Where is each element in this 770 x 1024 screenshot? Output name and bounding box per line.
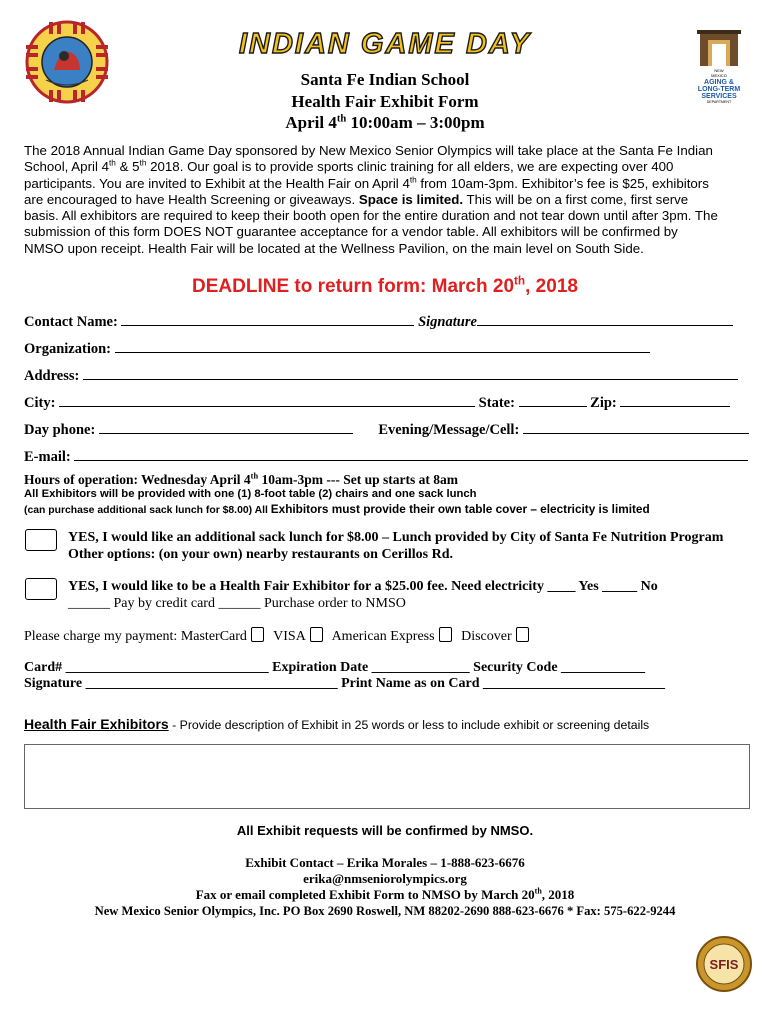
extra-lunch-option: YES, I would like an additional sack lunch for $8.00 – Lunch provided by City of Santa Fe Nutrition Program Other options: (on your own) nearby restaurants on Cerillos Rd. <box>68 530 724 562</box>
address-field[interactable]: Address: <box>24 366 738 385</box>
payment-label: Please charge my payment: <box>24 629 178 644</box>
svg-text:LONG-TERM: LONG-TERM <box>697 86 741 93</box>
method-mastercard: MasterCard <box>180 629 247 644</box>
card-details-line[interactable]: Card# _____________________________ Expiration Date ______________ Security Code ____________ <box>24 660 646 675</box>
city-state-zip-field[interactable]: City: State: Zip: <box>24 393 730 412</box>
exhibit-description-box[interactable] <box>24 744 750 809</box>
svg-text:SFIS: SFIS <box>709 957 739 972</box>
exhibitors-heading: Health Fair Exhibitors <box>24 716 169 732</box>
exhibitor-option: YES, I would like to be a Health Fair Exhibitor for a $25.00 fee. Need electricity ____ Yes _____ No ______ Pay by credit card ______ Purchase order to NMSO <box>68 579 658 611</box>
event-date: April 4th 10:00am – 3:00pm <box>285 113 485 132</box>
confirmation-note: All Exhibit requests will be confirmed by NMSO. <box>236 823 534 838</box>
phone-fields[interactable]: Day phone: Evening/Message/Cell: <box>24 420 749 439</box>
event-banner-title: INDIAN GAME DAY <box>238 28 532 60</box>
contact-name-field[interactable]: Contact Name: Signature <box>24 312 733 331</box>
organization-field[interactable]: Organization: <box>24 339 650 358</box>
organization-address: New Mexico Senior Olympics, Inc. PO Box 2690 Roswell, NM 88202-2690 888-623-6676 * Fax: 575-622-9244 <box>94 904 676 918</box>
visa-checkbox[interactable] <box>310 627 323 642</box>
card-signature-line[interactable]: Signature ____________________________________ Print Name as on Card __________________________ <box>24 676 666 691</box>
exhibitor-checkbox[interactable] <box>25 578 57 600</box>
method-amex: American Express <box>331 629 435 644</box>
payment-methods <box>24 627 535 645</box>
svg-text:NEW: NEW <box>714 68 724 73</box>
contact-email[interactable]: erika@nmseniorolympics.org <box>303 871 467 886</box>
exhibit-contact: Exhibit Contact – Erika Morales – 1-888-623-6676 <box>245 855 525 870</box>
svg-text:MEXICO: MEXICO <box>711 73 727 78</box>
discover-checkbox[interactable] <box>516 627 529 642</box>
extra-lunch-checkbox[interactable] <box>25 529 57 551</box>
method-discover: Discover <box>461 629 512 644</box>
email-field[interactable]: E-mail: <box>24 447 748 466</box>
provided-items-note: All Exhibitors will be provided with one (1) 8-foot table (2) chairs and one sack lunch <box>24 488 477 500</box>
intro-paragraph: The 2018 Annual Indian Game Day sponsored by New Mexico Senior Olympics will take place at the Santa Fe Indian School, April 4th & 5th 2018. Our goal is to provide sports clinic training for all elders, we are expecting over 400 participants. You are invited to Exhibit at the Health Fair on April 4th from 10am-3pm. Exhibitor’s fee is $25, exhibitors are encouraged to have Health Screening or giveaways. Space is limited. This will be on a first come, first serve basis. All exhibitors are required to keep their booth open for the entire duration and not tear down until after 3pm. The submission of this form DOES NOT guarantee acceptance for a vendor table. All exhibitors will be confirmed by NMSO upon receipt. Health Fair will be located at the Wellness Pavilion, on the main level on South Side. <box>24 143 718 256</box>
svg-text:DEPARTMENT: DEPARTMENT <box>706 100 732 104</box>
deadline-notice: DEADLINE to return form: March 20th, 2018 <box>192 274 578 297</box>
hours-of-operation: Hours of operation: Wednesday April 4th 10am-3pm --- Set up starts at 8am <box>24 471 458 487</box>
mastercard-checkbox[interactable] <box>251 627 264 642</box>
sfis-seal-icon <box>695 936 753 992</box>
form-title: Health Fair Exhibit Form <box>291 92 479 111</box>
exhibitor-description-prompt: Health Fair Exhibitors - Provide description of Exhibit in 25 words or less to include exhibit or screening details <box>24 716 650 732</box>
amex-checkbox[interactable] <box>439 627 452 642</box>
svg-text:SERVICES: SERVICES <box>701 93 737 100</box>
fax-instructions: Fax or email completed Exhibit Form to NMSO by March 20th, 2018 <box>195 886 575 902</box>
school-name: Santa Fe Indian School <box>300 70 470 89</box>
svg-text:AGING &: AGING & <box>704 79 734 86</box>
method-visa: VISA <box>273 629 306 644</box>
table-cover-note: (can purchase additional sack lunch for $8.00) All Exhibitors must provide their own table cover – electricity is limited <box>24 502 650 516</box>
